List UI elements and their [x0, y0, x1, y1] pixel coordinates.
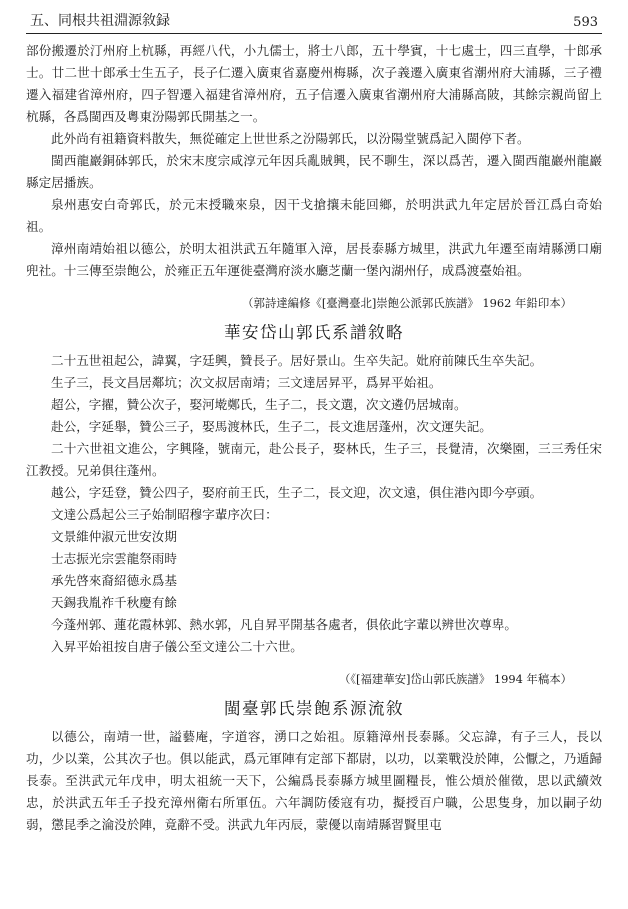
source-citation: （《[福建華安]岱山郭氏族譜》 1994 年稿本） — [338, 672, 572, 686]
generation-verse: 天錫我胤祚千秋慶有餘 — [51, 595, 177, 610]
paragraph: 此外尚有祖籍資料散失，無從確定上世世系之汾陽郭氏，以汾陽堂號爲記入閩停下者。 — [51, 131, 530, 146]
paragraph: 今蓬州郭、蓮花霞林郭、熱水郭，凡自昇平開基各處者，俱依此字輩以辨世次尊卑。 — [51, 617, 517, 632]
paragraph: 以德公，南靖一世，謚藝庵，字道容，湧口之始祖。原籍漳州長泰縣。父忘諱，有子三人，長以功，少以業，公其次子也。俱以能武，爲元軍陣有定部下都尉，以功，以業戰没於陣，公懨之，乃遁歸長泰。至洪武元年戊申，明太祖統一天下，公編爲長泰縣方城里圖糧長，惟公熕於催徵，思以武續效忠，於洪武五年壬子投充漳州衛右所軍伍。六年調防倭寇有功，擬授百户職，公思隻身，加以嗣子幼弱，懲昆季之淪没於陣，竟辭不受。洪武九年丙辰，蒙優以南靖縣習賢里屯 — [26, 729, 602, 832]
paragraph: 文達公爲起公三子始制昭穆字輩序次曰： — [51, 507, 278, 522]
paragraph: 赴公，字延舉，贊公三子，娶馬渡林氏，生子二，長文進居蓬州，次文運失記。 — [51, 419, 492, 434]
running-header — [26, 0, 602, 34]
paragraph: 閩西龍巖銅砵郭氏，於宋末度宗咸淳元年因兵亂賊興，民不聊生，深以爲苦，遷入閩西龍巖州龍巖縣定居播族。 — [26, 153, 602, 190]
paragraph: 二十六世祖文進公，字興隆，號南元，赴公長子，娶林氏，生子三，長覺清，次樂園，三三秀任宋江教授。兄弟俱往蓬州。 — [26, 441, 602, 478]
generation-verse: 承先啓來裔紹德永爲基 — [51, 573, 177, 588]
paragraph: 入昇平始祖按自唐子儀公至文達公二十六世。 — [51, 639, 303, 654]
paragraph: 漳州南靖始祖以德公，於明太祖洪武五年隨軍入漳，居長泰縣方城里，洪武九年遷至南靖縣湧口廟兜社。十三傳至崇飽公，於雍正五年運徙臺灣府淡水廳芝蘭一堡內湖州仔，成爲渡臺始祖。 — [26, 241, 602, 278]
page-number: 593 — [573, 15, 598, 30]
chapter-title: 五、同根共祖淵源敘録 — [30, 13, 170, 29]
paragraph: 二十五世祖起公，諱翼，字廷興，贊長子。居好景山。生卒失記。妣府前陳氏生卒失記。 — [51, 353, 543, 368]
paragraph: 生子三，長文昌居鄰坑；次文叔居南靖；三文達居昇平，爲昇平始祖。 — [51, 375, 442, 390]
generation-verse: 文景維仲淑元世安汝期 — [51, 529, 177, 544]
paragraph: 超公，字擢，贊公次子，娶河墘鄭氏，生子二，長文選，次文遴仍居城南。 — [51, 397, 467, 412]
paragraph: 泉州惠安白奇郭氏，於元末授職來泉，因干戈搶攘未能回鄉，於明洪武九年定居於晉江爲白奇始祖。 — [26, 197, 602, 234]
section-title: 華安岱山郭氏系譜敘略 — [224, 323, 404, 342]
section-title: 閩臺郭氏崇飽系源流敘 — [224, 699, 404, 718]
source-citation: （郭詩達編修《[臺灣臺北]崇飽公派郭氏族譜》 1962 年鉛印本） — [242, 296, 572, 310]
paragraph: 越公，字廷登，贊公四子，娶府前王氏，生子二，長文迎，次文遠，俱住港內即今亭頭。 — [51, 485, 543, 500]
paragraph: 部份搬遷於汀州府上杭縣，再經八代，小九儒士，將士八郎，五十學賓，十七處士，四三直學，十郎承士。廿二世十郎承士生五子，長子仁遷入廣東省嘉慶州梅縣，次子義遷入廣東省潮州府大浦縣，三子禮遷入福建省漳州府，四子智遷入福建省漳州府，五子信遷入廣東省潮州府大浦縣高陂，其餘宗親尚留上杭縣，各爲閩西及粵東汾陽郭氏開基之一。 — [26, 43, 602, 124]
generation-verse: 士志振光宗雲龍祭雨時 — [51, 551, 177, 566]
